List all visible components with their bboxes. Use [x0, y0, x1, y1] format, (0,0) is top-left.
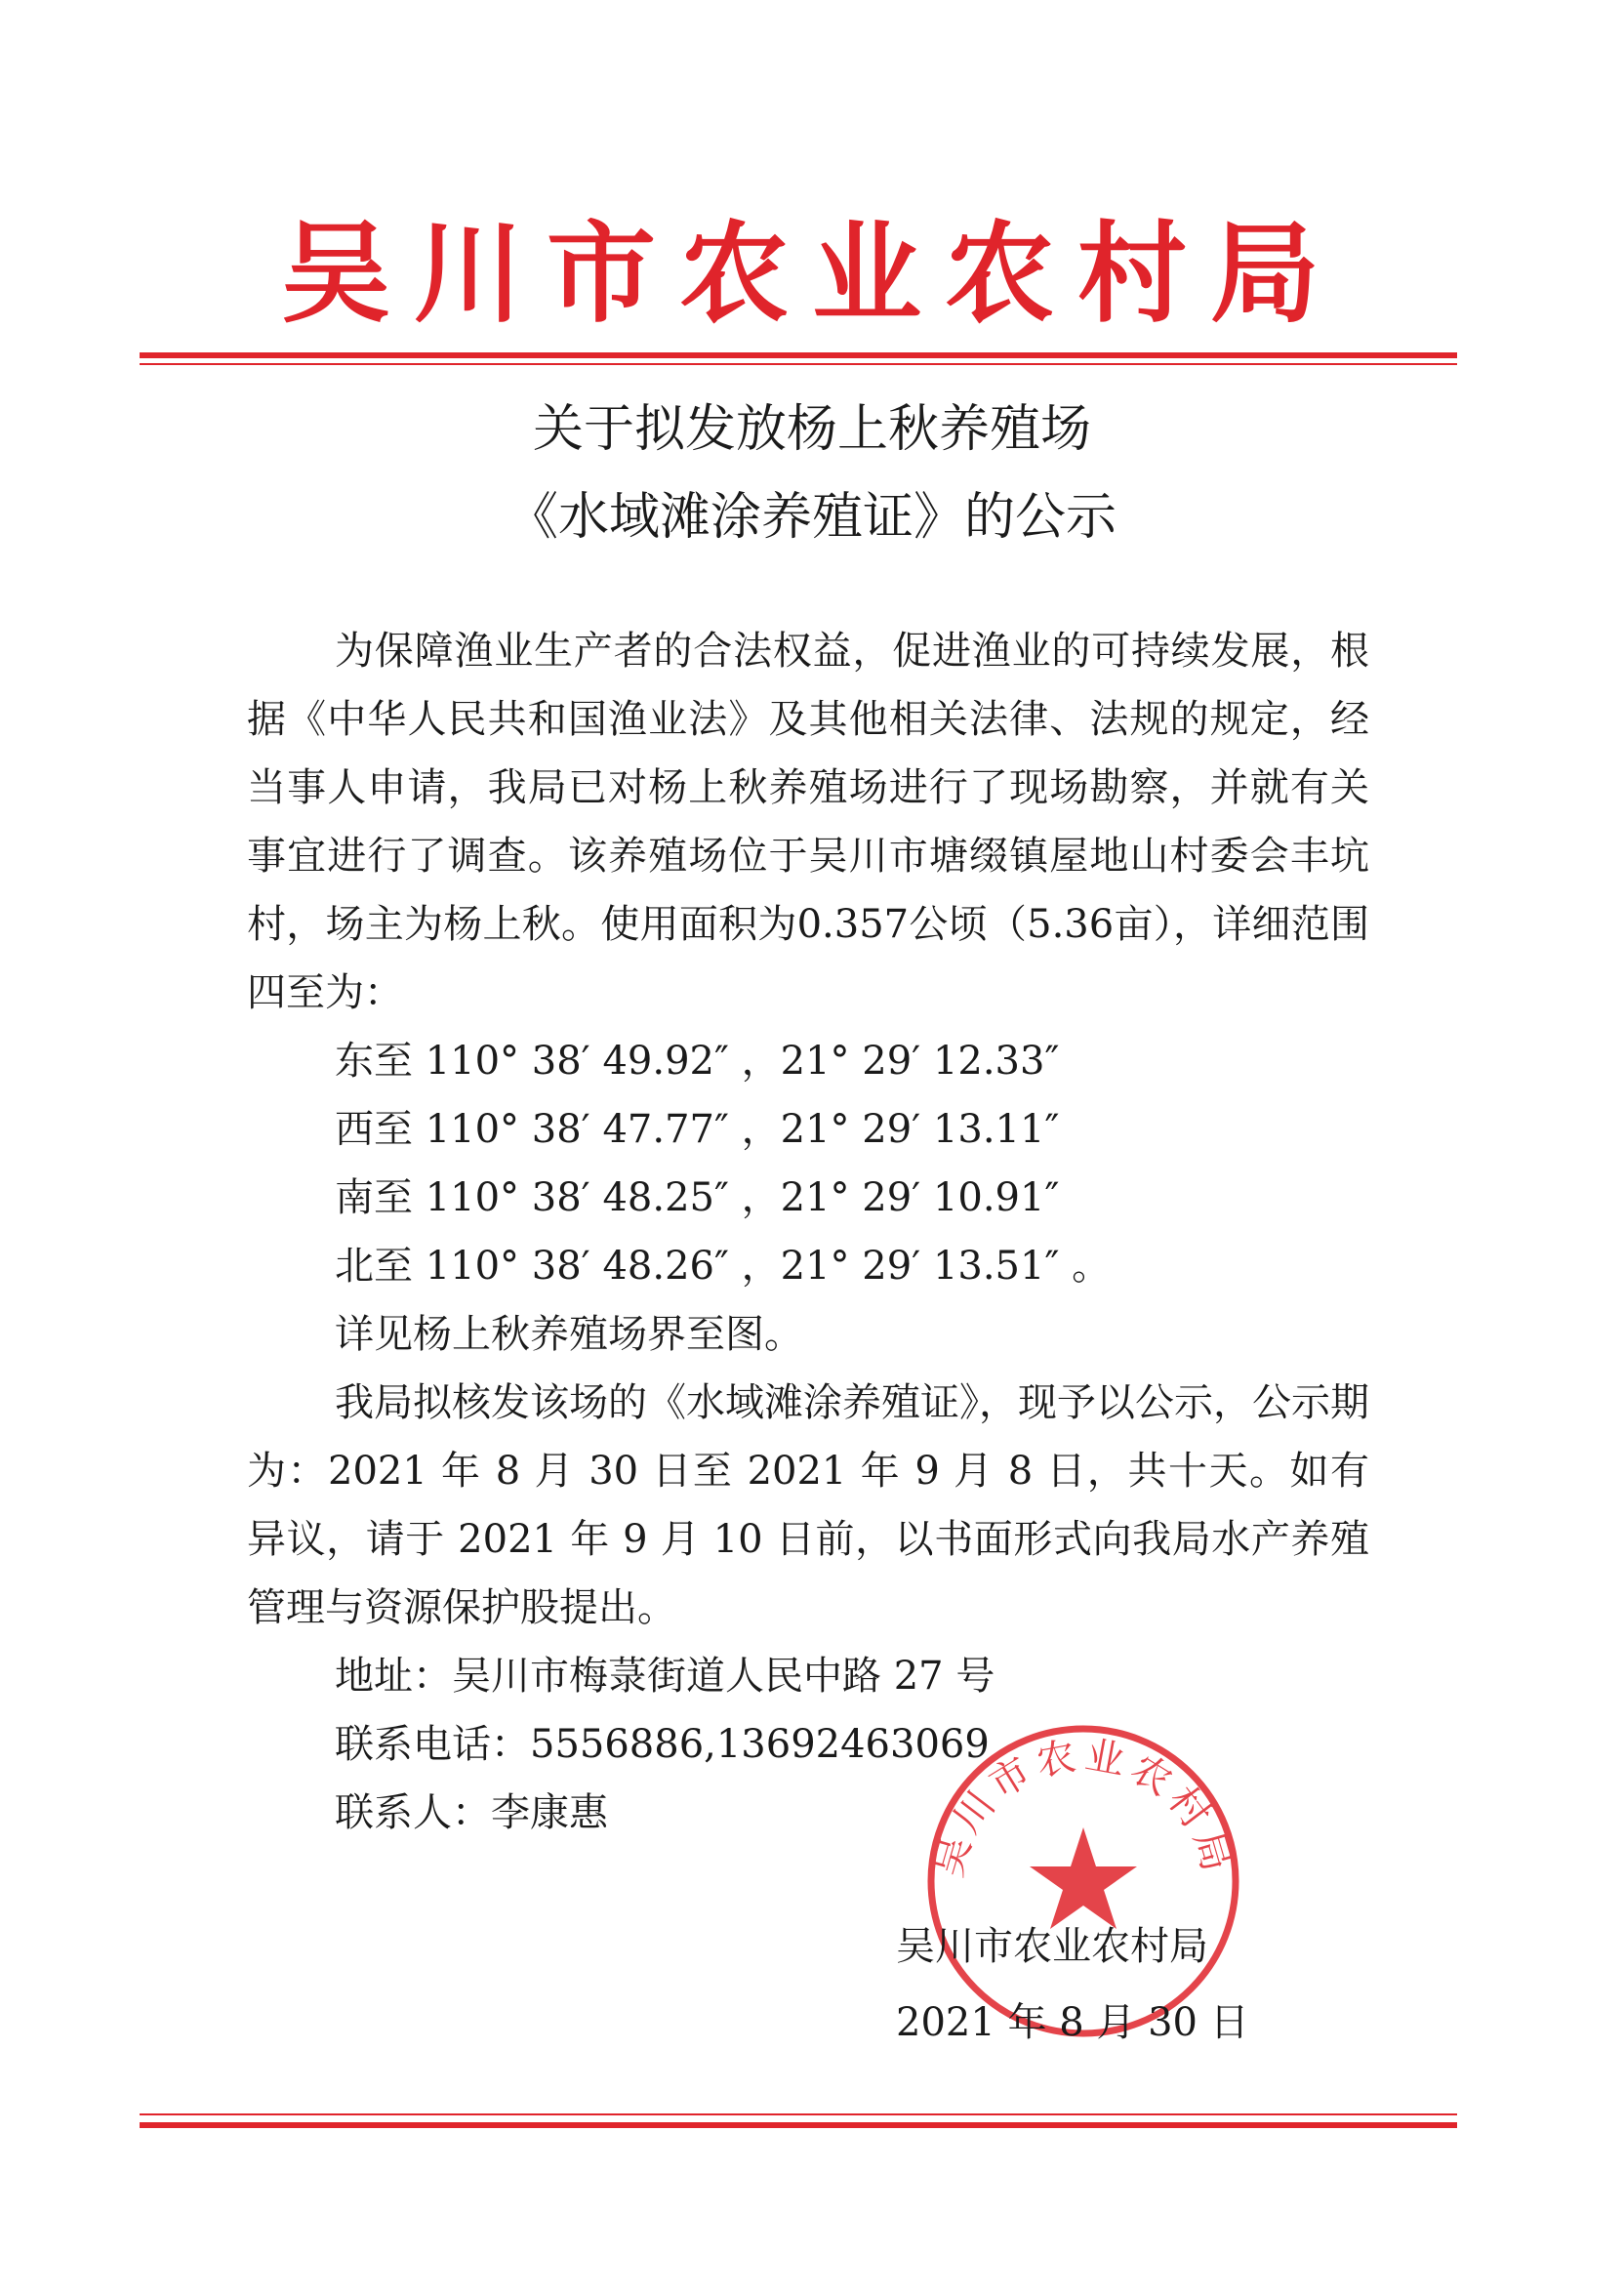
- agency-masthead: 吴川市农业农村局: [281, 210, 1343, 338]
- map-note: 详见杨上秋养殖场界至图。: [335, 1312, 803, 1357]
- publicity-paragraph: 我局拟核发该场的《水域滩涂养殖证》，现予以公示，公示期为：2021 年 8 月 30 日至 2021 年 9 月 8 日，共十天。如有异议，请于 2021 年 9 月 10 日前，以书面形式向我局水产养殖管理与资源保护股提出。: [247, 1380, 1369, 1630]
- boundary-east: 东至 110° 38′ 49.92″ ，21° 29′ 12.33″: [335, 1039, 1060, 1084]
- footer-rule-thin: [140, 2113, 1457, 2115]
- header-rule-thin: [140, 363, 1457, 365]
- seal-text: 吴川市农业农村局: [925, 1733, 1241, 1882]
- signature-org: 吴川市农业农村局: [896, 1924, 1208, 1969]
- title-line-2: 《水域滩涂养殖证》的公示: [507, 488, 1116, 547]
- intro-paragraph: 为保障渔业生产者的合法权益，促进渔业的可持续发展，根据《中华人民共和国渔业法》及其他相关法律、法规的规定，经当事人申请，我局已对杨上秋养殖场进行了现场勘察，并就有关事宜进行了调查。该养殖场位于吴川市塘缀镇屋地山村委会丰坑村，场主为杨上秋。使用面积为0.357公顷（5.36亩），详细范围四至为：: [247, 629, 1369, 1015]
- boundary-north: 北至 110° 38′ 48.26″ ，21° 29′ 13.51″ 。: [335, 1244, 1112, 1289]
- signature-date: 2021 年 8 月 30 日: [896, 2000, 1249, 2045]
- boundary-south: 南至 110° 38′ 48.25″ ，21° 29′ 10.91″: [335, 1175, 1060, 1220]
- footer-rule-thick: [140, 2122, 1457, 2128]
- address-line: 地址：吴川市梅菉街道人民中路 27 号: [335, 1654, 995, 1699]
- contact-line: 联系人：李康惠: [335, 1790, 608, 1835]
- signature-block: [896, 1908, 1249, 2061]
- title-line-1: 关于拟发放杨上秋养殖场: [532, 400, 1091, 459]
- header-rule-thick: [140, 352, 1457, 358]
- phone-line: 联系电话：5556886,13692463069: [335, 1722, 990, 1767]
- notice-title: [0, 386, 1624, 561]
- boundary-west: 西至 110° 38′ 47.77″ ，21° 29′ 13.11″: [335, 1107, 1060, 1152]
- notice-body: [247, 617, 1369, 1847]
